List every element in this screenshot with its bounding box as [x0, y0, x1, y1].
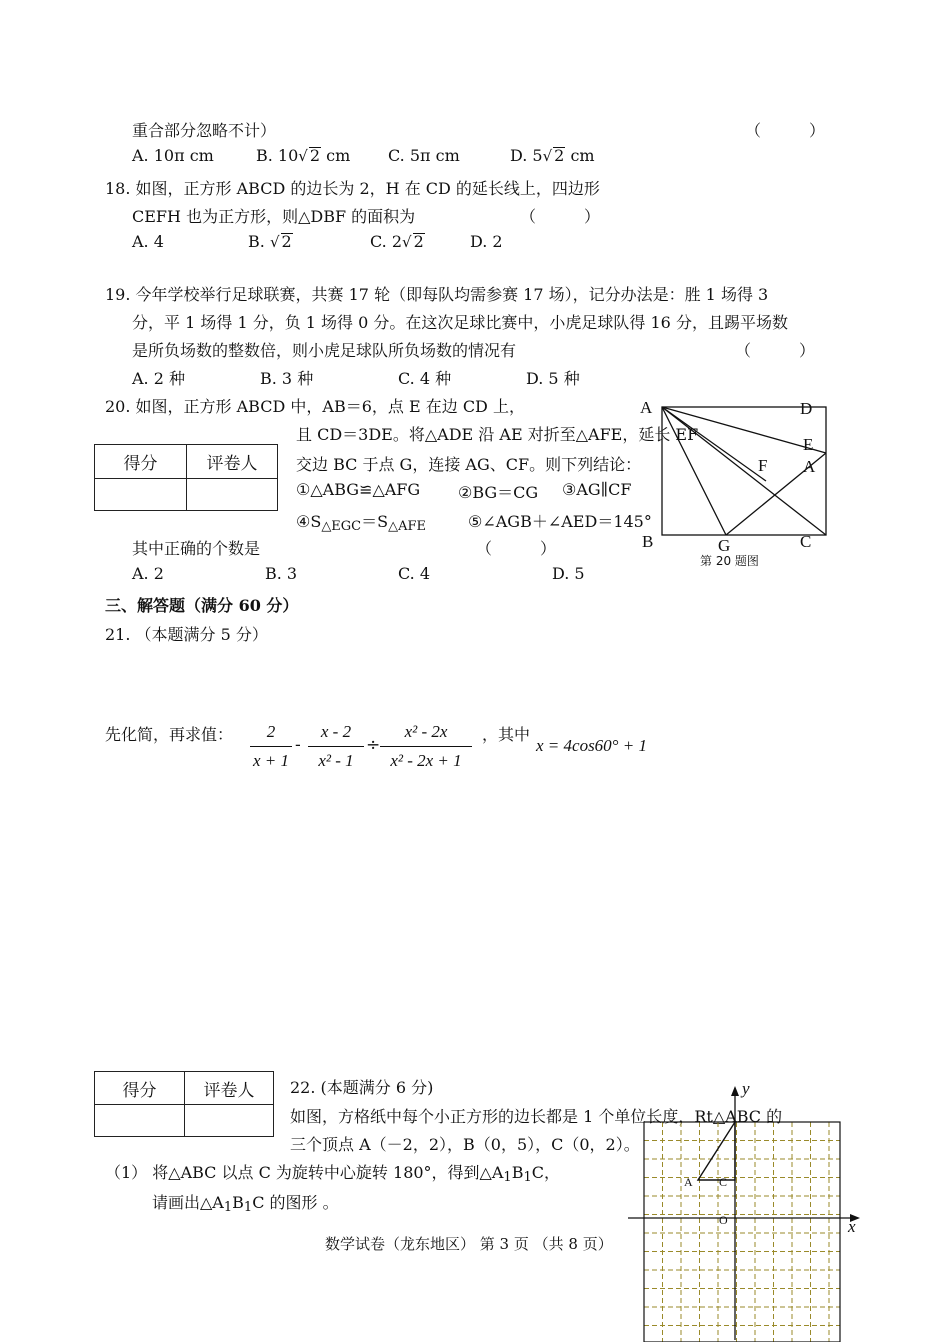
score-header: 得分: [95, 1072, 185, 1105]
q20-line1: 20. 如图，正方形 ABCD 中，AB＝6，点 E 在边 CD 上，: [105, 397, 525, 416]
q18-line2: CEFH 也为正方形，则△DBF 的面积为: [132, 207, 416, 226]
segment-af: [662, 407, 766, 481]
q20-conclusion-4: ④S△EGC＝S△AFE: [296, 512, 427, 534]
segment-ag: [662, 407, 726, 535]
q18-option-c: C. 2√ 2: [370, 232, 424, 251]
q20-option-a: A. 2: [132, 564, 164, 583]
score-cell[interactable]: [95, 479, 187, 511]
q22-line2: 三个顶点 A（－2，2），B（0，5），C（0，2）。: [290, 1135, 640, 1154]
q17-option-a: A. 10π cm: [132, 146, 214, 165]
q19-option-a: A. 2 种: [132, 369, 185, 388]
q17-option-d: D. 5√ 2 cm: [510, 146, 595, 165]
q19-line1: 19. 今年学校举行足球联赛，共赛 17 轮（即每队均需参赛 17 场），记分办法是：胜 1 场得 3: [105, 285, 769, 304]
label-e: E: [803, 435, 814, 454]
q20-option-d: D. 5: [552, 564, 585, 583]
q19-option-c: C. 4 种: [398, 369, 452, 388]
point-a-label: A: [684, 1175, 693, 1189]
grid-lines: [644, 1122, 840, 1342]
q18-option-d: D. 2: [470, 232, 503, 251]
q19-option-d: D. 5 种: [526, 369, 580, 388]
q21-divide: ÷: [366, 735, 381, 755]
section-3-title: 三、解答题（满分 60 分）: [105, 596, 299, 615]
q18-line1: 18. 如图，正方形 ABCD 的边长为 2，H 在 CD 的延长线上，四边形: [105, 179, 600, 198]
q20-line2: 且 CD＝3DE。将△ADE 沿 AE 对折至△AFE，延长 EF: [296, 425, 699, 444]
q19-line2: 分，平 1 场得 1 分，负 1 场得 0 分。在这次足球比赛中，小虎足球队得 16 分，且踢平场数: [132, 313, 788, 332]
q20-option-c: C. 4: [398, 564, 431, 583]
score-header: 得分: [95, 445, 187, 479]
figure-caption: 第 20 题图: [700, 554, 759, 568]
q22-part1-line2: 请画出△A1B1C 的图形 。: [152, 1193, 339, 1215]
q17-answer-paren: （ ）: [745, 121, 826, 140]
q21-where: ，其中: [482, 725, 531, 744]
q22-grid-figure: [624, 1078, 870, 1342]
q21-prompt: 先化简，再求值：: [105, 725, 234, 744]
score-cell[interactable]: [95, 1105, 185, 1137]
grader-cell[interactable]: [187, 479, 278, 511]
q18-option-a: A. 4: [132, 232, 164, 251]
axis-y-label: y: [742, 1079, 750, 1098]
q20-answer-paren: （ ）: [476, 539, 557, 558]
grader-cell[interactable]: [185, 1105, 274, 1137]
q20-ask: 其中正确的个数是: [132, 539, 261, 558]
y-axis-arrow: [731, 1086, 739, 1096]
q18-answer-paren: （ ）: [520, 207, 601, 226]
page-footer: 数学试卷（龙东地区） 第 3 页 （共 8 页）: [325, 1235, 613, 1253]
point-c-label: C: [719, 1175, 728, 1189]
q20-figure: [630, 395, 830, 570]
label-f: F: [758, 456, 768, 475]
q17-option-b: B. 10√ 2 cm: [256, 146, 351, 165]
label-g: G: [718, 536, 731, 555]
label-a: A: [640, 398, 653, 417]
q22-heading: 22. (本题满分 6 分): [290, 1078, 434, 1097]
q20-conclusion-5: ⑤∠AGB＋∠AED＝145°: [468, 512, 652, 531]
label-d: D: [800, 399, 813, 418]
q19-option-b: B. 3 种: [260, 369, 314, 388]
q21-fraction-2: $\frac{x - 2}{\text{x² - 1}}$: [308, 722, 364, 771]
grader-header: 评卷人: [187, 445, 278, 479]
q20-conclusion-2: ②BG＝CG: [458, 483, 539, 502]
origin-label: O: [719, 1213, 728, 1227]
q21-fraction-3: $\frac{\text{x² - 2x}}{\text{x² - 2x + 1}}$: [380, 722, 472, 771]
q21-heading: 21. （本题满分 5 分）: [105, 625, 268, 644]
axis-x-label: x: [848, 1217, 856, 1236]
q20-conclusion-1: ①△ABG≌△AFG: [296, 480, 421, 499]
segment-ac: [662, 407, 826, 535]
q20-conclusion-3: ③AG∥CF: [562, 480, 632, 499]
q22-line1: 如图，方格纸中每个小正方形的边长都是 1 个单位长度，Rt△ABC 的: [290, 1107, 783, 1126]
q21-minus: -: [295, 735, 301, 755]
q20-option-b: B. 3: [265, 564, 298, 583]
grader-header: 评卷人: [185, 1072, 274, 1105]
label-a2: A: [803, 457, 816, 476]
label-b: B: [642, 532, 654, 551]
q21-fraction-1: $\frac{2}{x + 1}$: [250, 722, 292, 771]
score-table-2: [94, 1071, 274, 1137]
q17-option-c: C. 5π cm: [388, 146, 460, 165]
label-c: C: [800, 532, 812, 551]
q17-continuation: 重合部分忽略不计）: [132, 121, 277, 140]
q19-answer-paren: （ ）: [735, 341, 816, 360]
q20-line3: 交边 BC 于点 G，连接 AG、CF。则下列结论：: [296, 455, 642, 474]
q21-condition: x = 4cos60° + 1: [536, 736, 647, 755]
q22-part1-line1: （1） 将△ABC 以点 C 为旋转中心旋转 180°，得到△A1B1C，: [105, 1163, 560, 1185]
q18-option-b: B. √ 2: [248, 232, 292, 251]
q19-line3: 是所负场数的整数倍，则小虎足球队所负场数的情况有: [132, 341, 517, 360]
score-table-1: [94, 444, 278, 511]
triangle-abc: [698, 1122, 735, 1180]
